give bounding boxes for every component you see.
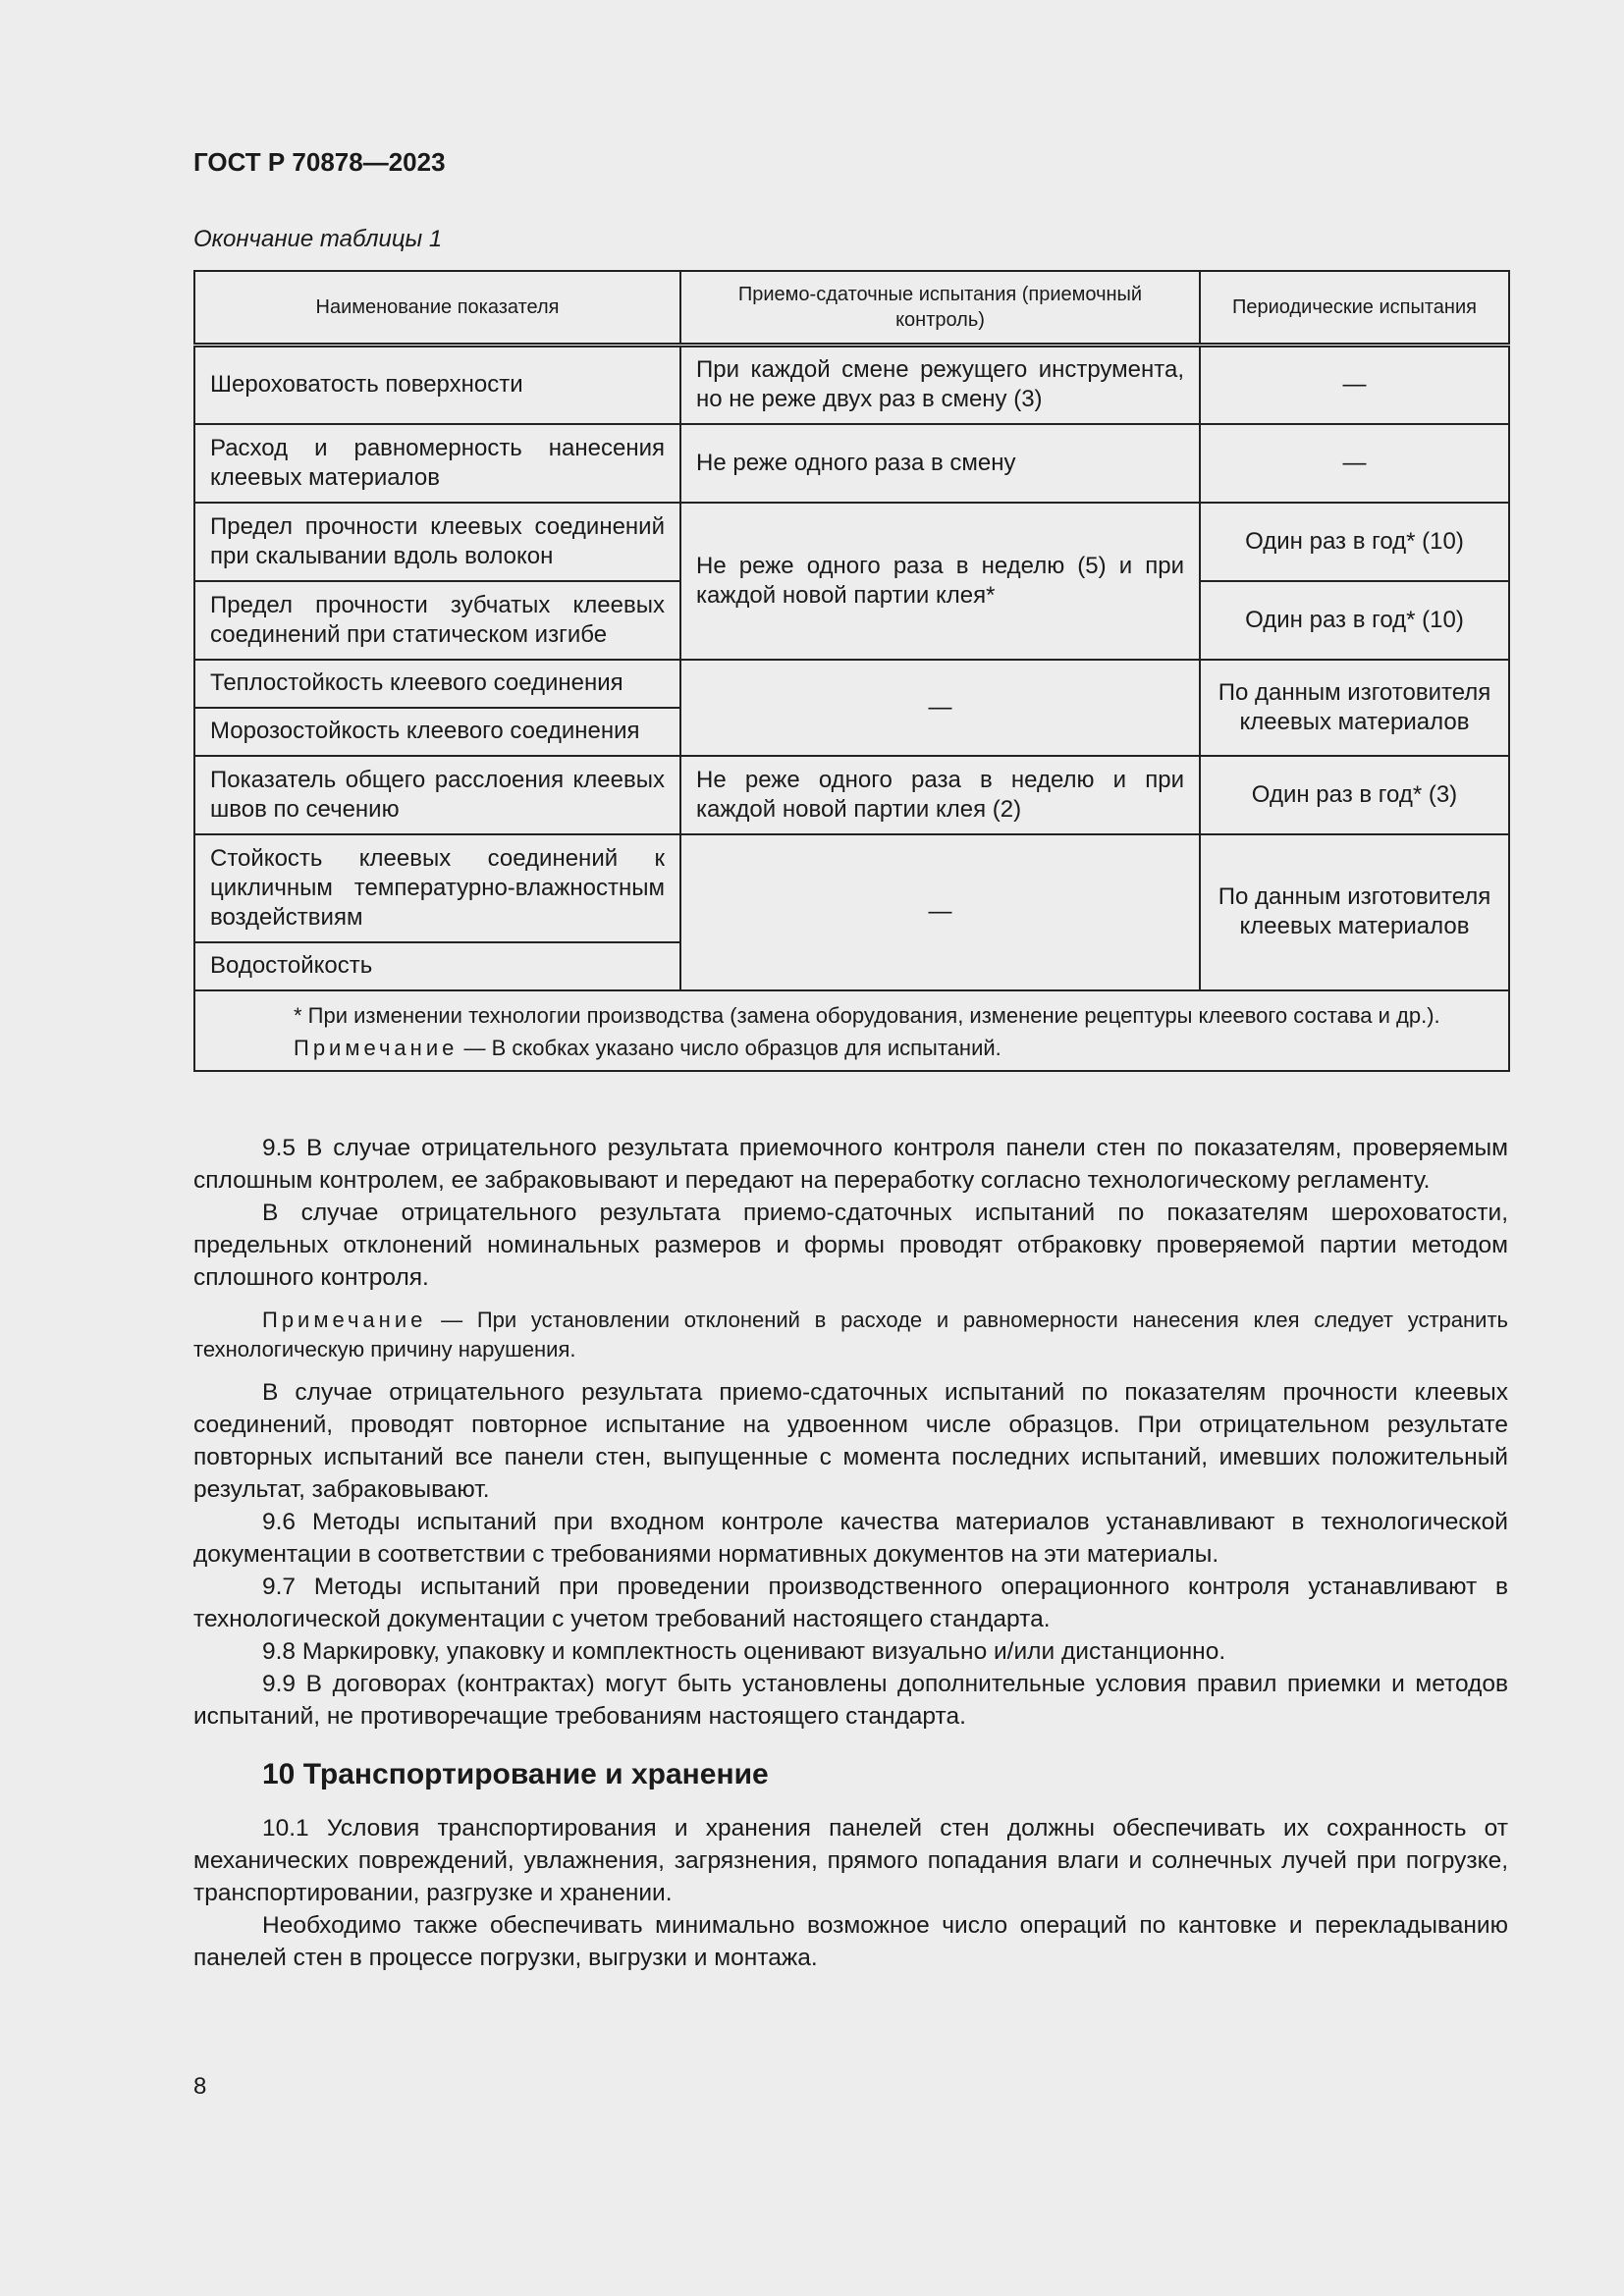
table-row — [194, 503, 1509, 581]
row-acceptance: При каждой смене режущего инструмента, но не реже двух раз в смену (3) — [680, 346, 1200, 424]
table-row — [194, 424, 1509, 503]
row-periodic: — — [1200, 424, 1509, 503]
paragraph: Необходимо также обеспечивать минимально возможное число операций по кантовке и перекладыванию панелей стен в процессе погрузки, выгрузки и монтажа. — [193, 1912, 1508, 1971]
row-periodic: По данным изготовителя клеевых материалов — [1200, 834, 1509, 990]
section-heading: 10 Транспортирование и хранение — [262, 1758, 769, 1790]
paragraph: 9.9 В договорах (контрактах) могут быть установлены дополнительные условия правил приемки и методов испытаний, не противоречащие требованиям настоящего стандарта. — [193, 1671, 1508, 1730]
row-periodic: Один раз в год* (10) — [1200, 503, 1509, 581]
note-label: Примечание — [262, 1308, 427, 1332]
document-header: ГОСТ Р 70878—2023 — [193, 147, 446, 177]
paragraph: 9.5 В случае отрицательного результата приемочного контроля панели стен по показателям, проверяемым сплошным контролем, ее забраковывают и передают на переработку согласно технологическому регламенту. — [193, 1135, 1508, 1194]
table-footer — [194, 990, 1509, 1071]
note-label: Примечание — [294, 1035, 459, 1060]
column-header-periodic: Периодические испытания — [1200, 271, 1509, 346]
table-header-row — [194, 271, 1509, 346]
table-footnote: * При изменении технологии производства (замена оборудования, изменение рецептуры клеевого состава и др.). — [294, 1002, 1440, 1028]
row-name: Теплостойкость клеевого соединения — [194, 660, 680, 708]
row-name: Морозостойкость клеевого соединения — [194, 708, 680, 756]
table-row — [194, 346, 1509, 424]
row-name: Стойкость клеевых соединений к цикличным температурно-влажностным воздействиям — [194, 834, 680, 942]
row-name: Расход и равномерность нанесения клеевых материалов — [194, 424, 680, 503]
row-name: Водостойкость — [194, 942, 680, 990]
paragraph: 10.1 Условия транспортирования и хранения панелей стен должны обеспечивать их сохранность от механических повреждений, увлажнения, загрязнения, прямого попадания влаги и солнечных лучей при погрузке, транспортировании, разгрузке и хранении. — [193, 1815, 1508, 1906]
row-periodic: Один раз в год* (3) — [1200, 756, 1509, 834]
column-header-name: Наименование показателя — [194, 271, 680, 346]
table-note — [210, 1032, 1493, 1064]
row-periodic: Один раз в год* (10) — [1200, 581, 1509, 660]
body-text — [193, 1132, 1508, 1974]
row-name: Предел прочности зубчатых клеевых соединений при статическом изгибе — [194, 581, 680, 660]
row-name: Показатель общего расслоения клеевых швов по сечению — [194, 756, 680, 834]
row-acceptance: Не реже одного раза в неделю (5) и при каждой новой партии клея* — [680, 503, 1200, 660]
paragraph: 9.6 Методы испытаний при входном контроле качества материалов устанавливают в технологической документации в соответствии с требованиями нормативных документов на эти материалы. — [193, 1509, 1508, 1568]
row-name: Предел прочности клеевых соединений при скалывании вдоль волокон — [194, 503, 680, 581]
row-periodic: — — [1200, 346, 1509, 424]
table-row — [194, 834, 1509, 942]
table-row — [194, 660, 1509, 708]
table-row — [194, 756, 1509, 834]
row-periodic: По данным изготовителя клеевых материалов — [1200, 660, 1509, 756]
row-acceptance: Не реже одного раза в неделю и при каждой новой партии клея (2) — [680, 756, 1200, 834]
table-caption: Окончание таблицы 1 — [193, 226, 443, 252]
specification-table — [193, 270, 1510, 1072]
paragraph: В случае отрицательного результата приемо-сдаточных испытаний по показателям прочности клеевых соединений, проводят повторное испытание на удвоенном числе образцов. При отрицательном результате повторных испытаний все панели стен, выпущенные с момента последних испытаний, имевших положительный результат, забраковывают. — [193, 1379, 1508, 1503]
paragraph: 9.8 Маркировку, упаковку и комплектность оценивают визуально и/или дистанционно. — [262, 1638, 1226, 1665]
row-acceptance: Не реже одного раза в смену — [680, 424, 1200, 503]
note-paragraph — [193, 1306, 1508, 1364]
row-acceptance: — — [680, 660, 1200, 756]
paragraph: 9.7 Методы испытаний при проведении производственного операционного контроля устанавливают в технологической документации с учетом требований настоящего стандарта. — [193, 1574, 1508, 1632]
row-name: Шероховатость поверхности — [194, 346, 680, 424]
note-text: — При установлении отклонений в расходе и равномерности нанесения клея следует устранить технологическую причину нарушения. — [193, 1308, 1508, 1362]
row-acceptance: — — [680, 834, 1200, 990]
note-text: — В скобках указано число образцов для испытаний. — [458, 1035, 1001, 1060]
paragraph: В случае отрицательного результата приемо-сдаточных испытаний по показателям шероховатости, предельных отклонений номинальных размеров и формы проводят отбраковку проверяемой партии методом сплошного контроля. — [193, 1200, 1508, 1291]
page-number: 8 — [193, 2073, 207, 2100]
column-header-acceptance: Приемо-сдаточные испытания (приемочный контроль) — [680, 271, 1200, 346]
